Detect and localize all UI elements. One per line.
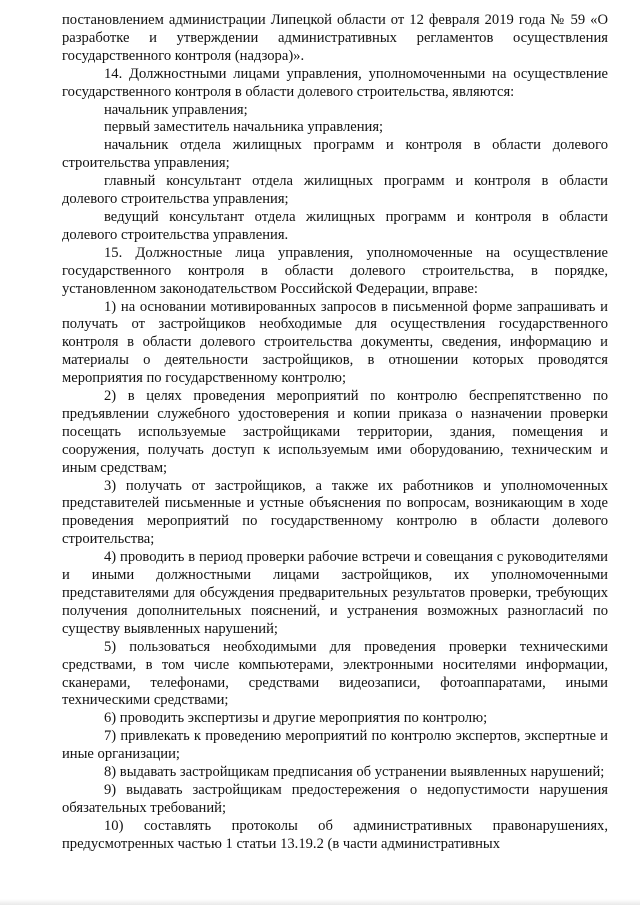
list-item-chief-consultant: главный консультант отдела жилищных программ и контроля в области долевого строительства управления; bbox=[62, 173, 608, 208]
right-item-3: 3) получать от застройщиков, а также их работников и уполномоченных представителей письменные и устные объяснения по вопросам, возникающим в ходе проведения мероприятий по государственному контролю в области долевого строительства; bbox=[62, 477, 608, 548]
list-item-first-deputy: первый заместитель начальника управления; bbox=[104, 119, 384, 136]
paragraph-resolution-reference: постановлением администрации Липецкой области от 12 февраля 2019 года № 59 «О разработке и утверждении административных регламентов осуществления государственного контроля (надзора)». bbox=[62, 12, 608, 64]
right-item-6: 6) проводить экспертизы и другие мероприятия по контролю; bbox=[104, 710, 488, 727]
paragraph-15-rights: 15. Должностные лица управления, уполномоченные на осуществление государственного контроля в области долевого строительства, в порядке, установленном законодательством Российской Федерации, вправе: bbox=[62, 244, 608, 297]
right-item-9: 9) выдавать застройщикам предостережения о недопустимости нарушения обязательных требований; bbox=[62, 781, 608, 816]
right-item-7: 7) привлекать к проведению мероприятий по контролю экспертов, экспертные и иные организации; bbox=[62, 728, 608, 763]
paragraph-14-officials: 14. Должностными лицами управления, уполномоченными на осуществление государственного контроля в области долевого строительства, являются: bbox=[62, 65, 608, 100]
document-page bbox=[62, 12, 608, 854]
right-item-1: 1) на основании мотивированных запросов в письменной форме запрашивать и получать от застройщиков необходимые для осуществления государственного контроля в области долевого строительства документы, сведения, информацию и материалы о деятельности застройщиков, в отношении которых проводятся мероприятия по государственному контролю; bbox=[62, 298, 608, 387]
list-item-division-head: начальник отдела жилищных программ и контроля в области долевого строительства управления; bbox=[62, 137, 608, 172]
right-item-5: 5) пользоваться необходимыми для проведения проверки техническими средствами, в том числе компьютерами, электронными носителями информации, сканерами, телефонами, средствами видеозаписи, фотоаппаратами, иными техническими средствами; bbox=[62, 638, 608, 709]
right-item-10: 10) составлять протоколы об административных правонарушениях, предусмотренных частью 1 статьи 13.19.2 (в части административных bbox=[62, 817, 608, 852]
right-item-2: 2) в целях проведения мероприятий по контролю беспрепятственно по предъявлении служебного удостоверения и копии приказа о назначении проверки посещать используемые застройщиками территории, здания, помещения и сооружения, получать доступ к используемым ими оборудованию, техническим и иным средствам; bbox=[62, 388, 608, 476]
scan-bottom-edge bbox=[0, 899, 640, 905]
list-item-head-of-department: начальник управления; bbox=[104, 101, 248, 118]
right-item-4: 4) проводить в период проверки рабочие встречи и совещания с руководителями и иными должностными лицами застройщиков, их уполномоченными представителями для обсуждения предварительных результатов проверки, требующих получения дополнительных пояснений, и устранения возможных разногласий по существу выявленных нарушений; bbox=[62, 549, 608, 637]
right-item-8: 8) выдавать застройщикам предписания об устранении выявленных нарушений; bbox=[104, 764, 605, 781]
list-item-leading-consultant: ведущий консультант отдела жилищных программ и контроля в области долевого строительства управления. bbox=[62, 208, 608, 243]
